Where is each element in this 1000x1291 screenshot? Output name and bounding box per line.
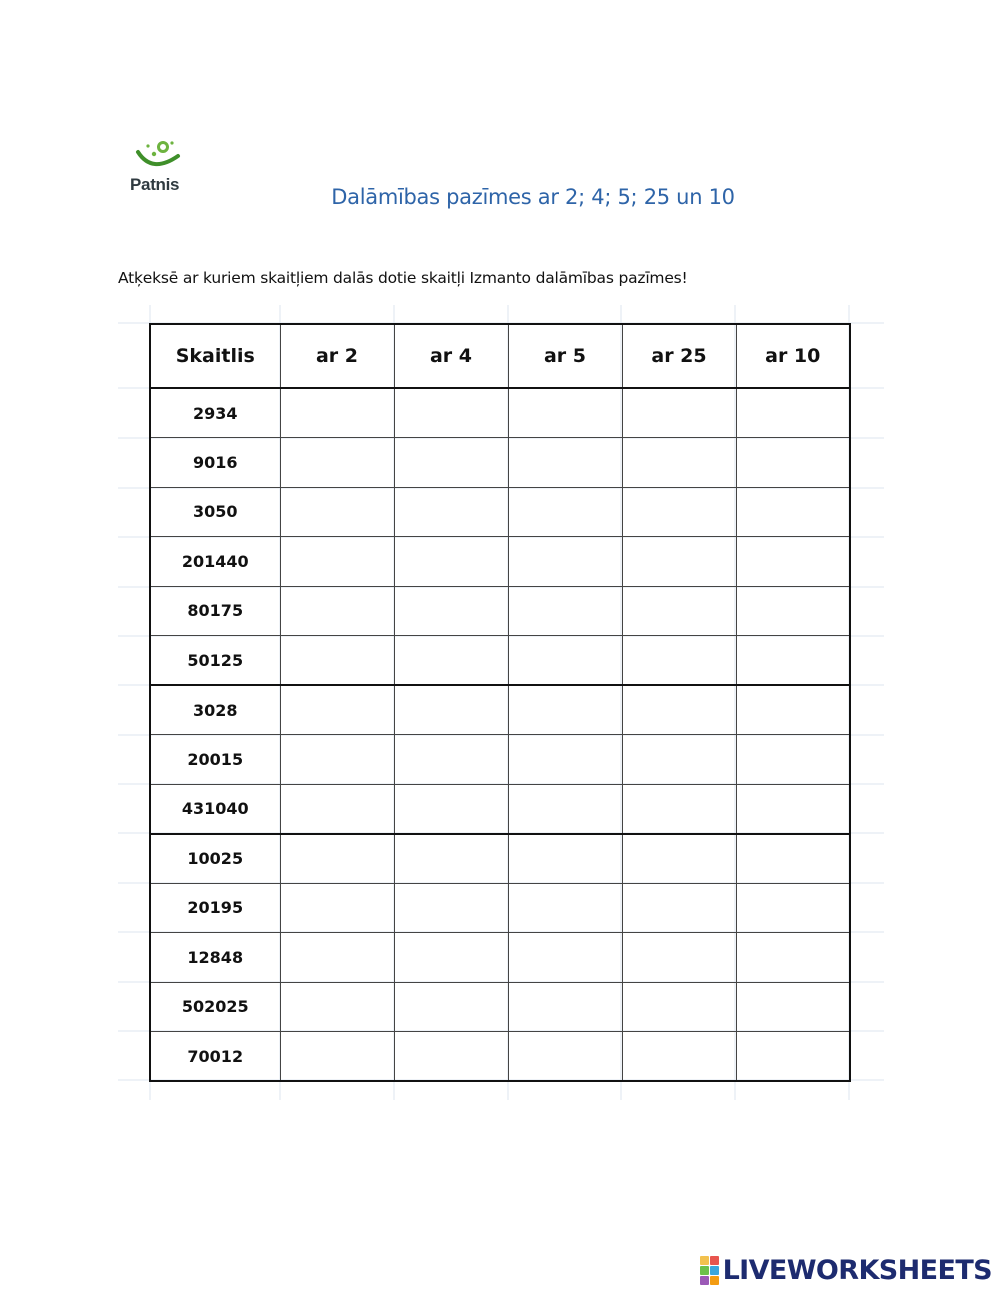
answer-checkbox-cell[interactable] [508,784,622,834]
table-row [150,933,850,983]
table-row [150,883,850,933]
number-cell: 80175 [150,586,280,636]
number-cell: 3028 [150,685,280,735]
answer-checkbox-cell[interactable] [736,933,850,983]
answer-checkbox-cell[interactable] [394,586,508,636]
answer-checkbox-cell[interactable] [394,537,508,587]
answer-checkbox-cell[interactable] [736,685,850,735]
answer-checkbox-cell[interactable] [394,636,508,686]
answer-checkbox-cell[interactable] [394,735,508,785]
answer-checkbox-cell[interactable] [280,784,394,834]
number-cell: 431040 [150,784,280,834]
answer-checkbox-cell[interactable] [736,735,850,785]
answer-checkbox-cell[interactable] [508,1032,622,1082]
table-row [150,537,850,587]
header-div-10: ar 10 [736,324,850,388]
answer-checkbox-cell[interactable] [394,487,508,537]
answer-checkbox-cell[interactable] [736,784,850,834]
header-div-5: ar 5 [508,324,622,388]
divisibility-table [149,323,851,1082]
answer-checkbox-cell[interactable] [394,438,508,488]
number-cell: 502025 [150,982,280,1032]
answer-checkbox-cell[interactable] [736,834,850,884]
answer-checkbox-cell[interactable] [508,636,622,686]
answer-checkbox-cell[interactable] [508,537,622,587]
answer-checkbox-cell[interactable] [736,388,850,438]
answer-checkbox-cell[interactable] [622,933,736,983]
answer-checkbox-cell[interactable] [280,388,394,438]
answer-checkbox-cell[interactable] [394,933,508,983]
number-cell: 3050 [150,487,280,537]
number-cell: 12848 [150,933,280,983]
header-div-2: ar 2 [280,324,394,388]
liveworksheets-brand: LIVEWORKSHEETS [722,1254,992,1286]
answer-checkbox-cell[interactable] [508,883,622,933]
answer-checkbox-cell[interactable] [622,438,736,488]
answer-checkbox-cell[interactable] [280,933,394,983]
answer-checkbox-cell[interactable] [622,883,736,933]
liveworksheets-blocks-icon [700,1256,719,1285]
table-row [150,438,850,488]
answer-checkbox-cell[interactable] [394,982,508,1032]
number-cell: 9016 [150,438,280,488]
answer-checkbox-cell[interactable] [508,487,622,537]
answer-checkbox-cell[interactable] [280,685,394,735]
answer-checkbox-cell[interactable] [736,438,850,488]
answer-checkbox-cell[interactable] [280,487,394,537]
table-row [150,487,850,537]
number-cell: 20195 [150,883,280,933]
liveworksheets-logo [700,1255,992,1285]
answer-checkbox-cell[interactable] [280,883,394,933]
answer-checkbox-cell[interactable] [622,388,736,438]
answer-checkbox-cell[interactable] [508,735,622,785]
answer-checkbox-cell[interactable] [394,784,508,834]
header-div-25: ar 25 [622,324,736,388]
number-cell: 50125 [150,636,280,686]
answer-checkbox-cell[interactable] [280,636,394,686]
answer-checkbox-cell[interactable] [622,1032,736,1082]
answer-checkbox-cell[interactable] [622,834,736,884]
table-row [150,1032,850,1082]
answer-checkbox-cell[interactable] [280,438,394,488]
answer-checkbox-cell[interactable] [394,388,508,438]
header-number: Skaitlis [150,324,280,388]
answer-checkbox-cell[interactable] [394,834,508,884]
answer-checkbox-cell[interactable] [736,487,850,537]
table-row [150,388,850,438]
patnis-logo-icon [132,138,188,174]
answer-checkbox-cell[interactable] [280,982,394,1032]
answer-checkbox-cell[interactable] [622,537,736,587]
answer-checkbox-cell[interactable] [622,636,736,686]
table-header-row [150,324,850,388]
answer-checkbox-cell[interactable] [508,834,622,884]
logo-text: Patnis [130,175,180,194]
answer-checkbox-cell[interactable] [280,834,394,884]
answer-checkbox-cell[interactable] [280,1032,394,1082]
answer-checkbox-cell[interactable] [736,586,850,636]
answer-checkbox-cell[interactable] [280,586,394,636]
table-row [150,636,850,686]
answer-checkbox-cell[interactable] [736,982,850,1032]
answer-checkbox-cell[interactable] [622,586,736,636]
header-div-4: ar 4 [394,324,508,388]
number-cell: 10025 [150,834,280,884]
table-row [150,784,850,834]
answer-checkbox-cell[interactable] [622,784,736,834]
answer-checkbox-cell[interactable] [280,537,394,587]
table-row [150,982,850,1032]
answer-checkbox-cell[interactable] [508,438,622,488]
answer-checkbox-cell[interactable] [736,537,850,587]
answer-checkbox-cell[interactable] [622,487,736,537]
answer-checkbox-cell[interactable] [508,586,622,636]
answer-checkbox-cell[interactable] [622,685,736,735]
answer-checkbox-cell[interactable] [736,883,850,933]
number-cell: 2934 [150,388,280,438]
answer-checkbox-cell[interactable] [622,982,736,1032]
number-cell: 20015 [150,735,280,785]
answer-checkbox-cell[interactable] [508,933,622,983]
instruction-text: Atķeksē ar kuriem skaitļiem dalās dotie skaitļi Izmanto dalāmības pazīmes! [118,269,688,287]
table-row [150,586,850,636]
table-row [150,685,850,735]
number-cell: 70012 [150,1032,280,1082]
answer-checkbox-cell[interactable] [280,735,394,785]
answer-checkbox-cell[interactable] [394,883,508,933]
answer-checkbox-cell[interactable] [736,636,850,686]
answer-checkbox-cell[interactable] [508,982,622,1032]
answer-checkbox-cell[interactable] [508,388,622,438]
answer-checkbox-cell[interactable] [736,1032,850,1082]
answer-checkbox-cell[interactable] [394,685,508,735]
page-title: Dalāmības pazīmes ar 2; 4; 5; 25 un 10 [331,185,735,209]
table-row [150,834,850,884]
number-cell: 201440 [150,537,280,587]
answer-checkbox-cell[interactable] [508,685,622,735]
answer-checkbox-cell[interactable] [622,735,736,785]
answer-checkbox-cell[interactable] [394,1032,508,1082]
table-row [150,735,850,785]
